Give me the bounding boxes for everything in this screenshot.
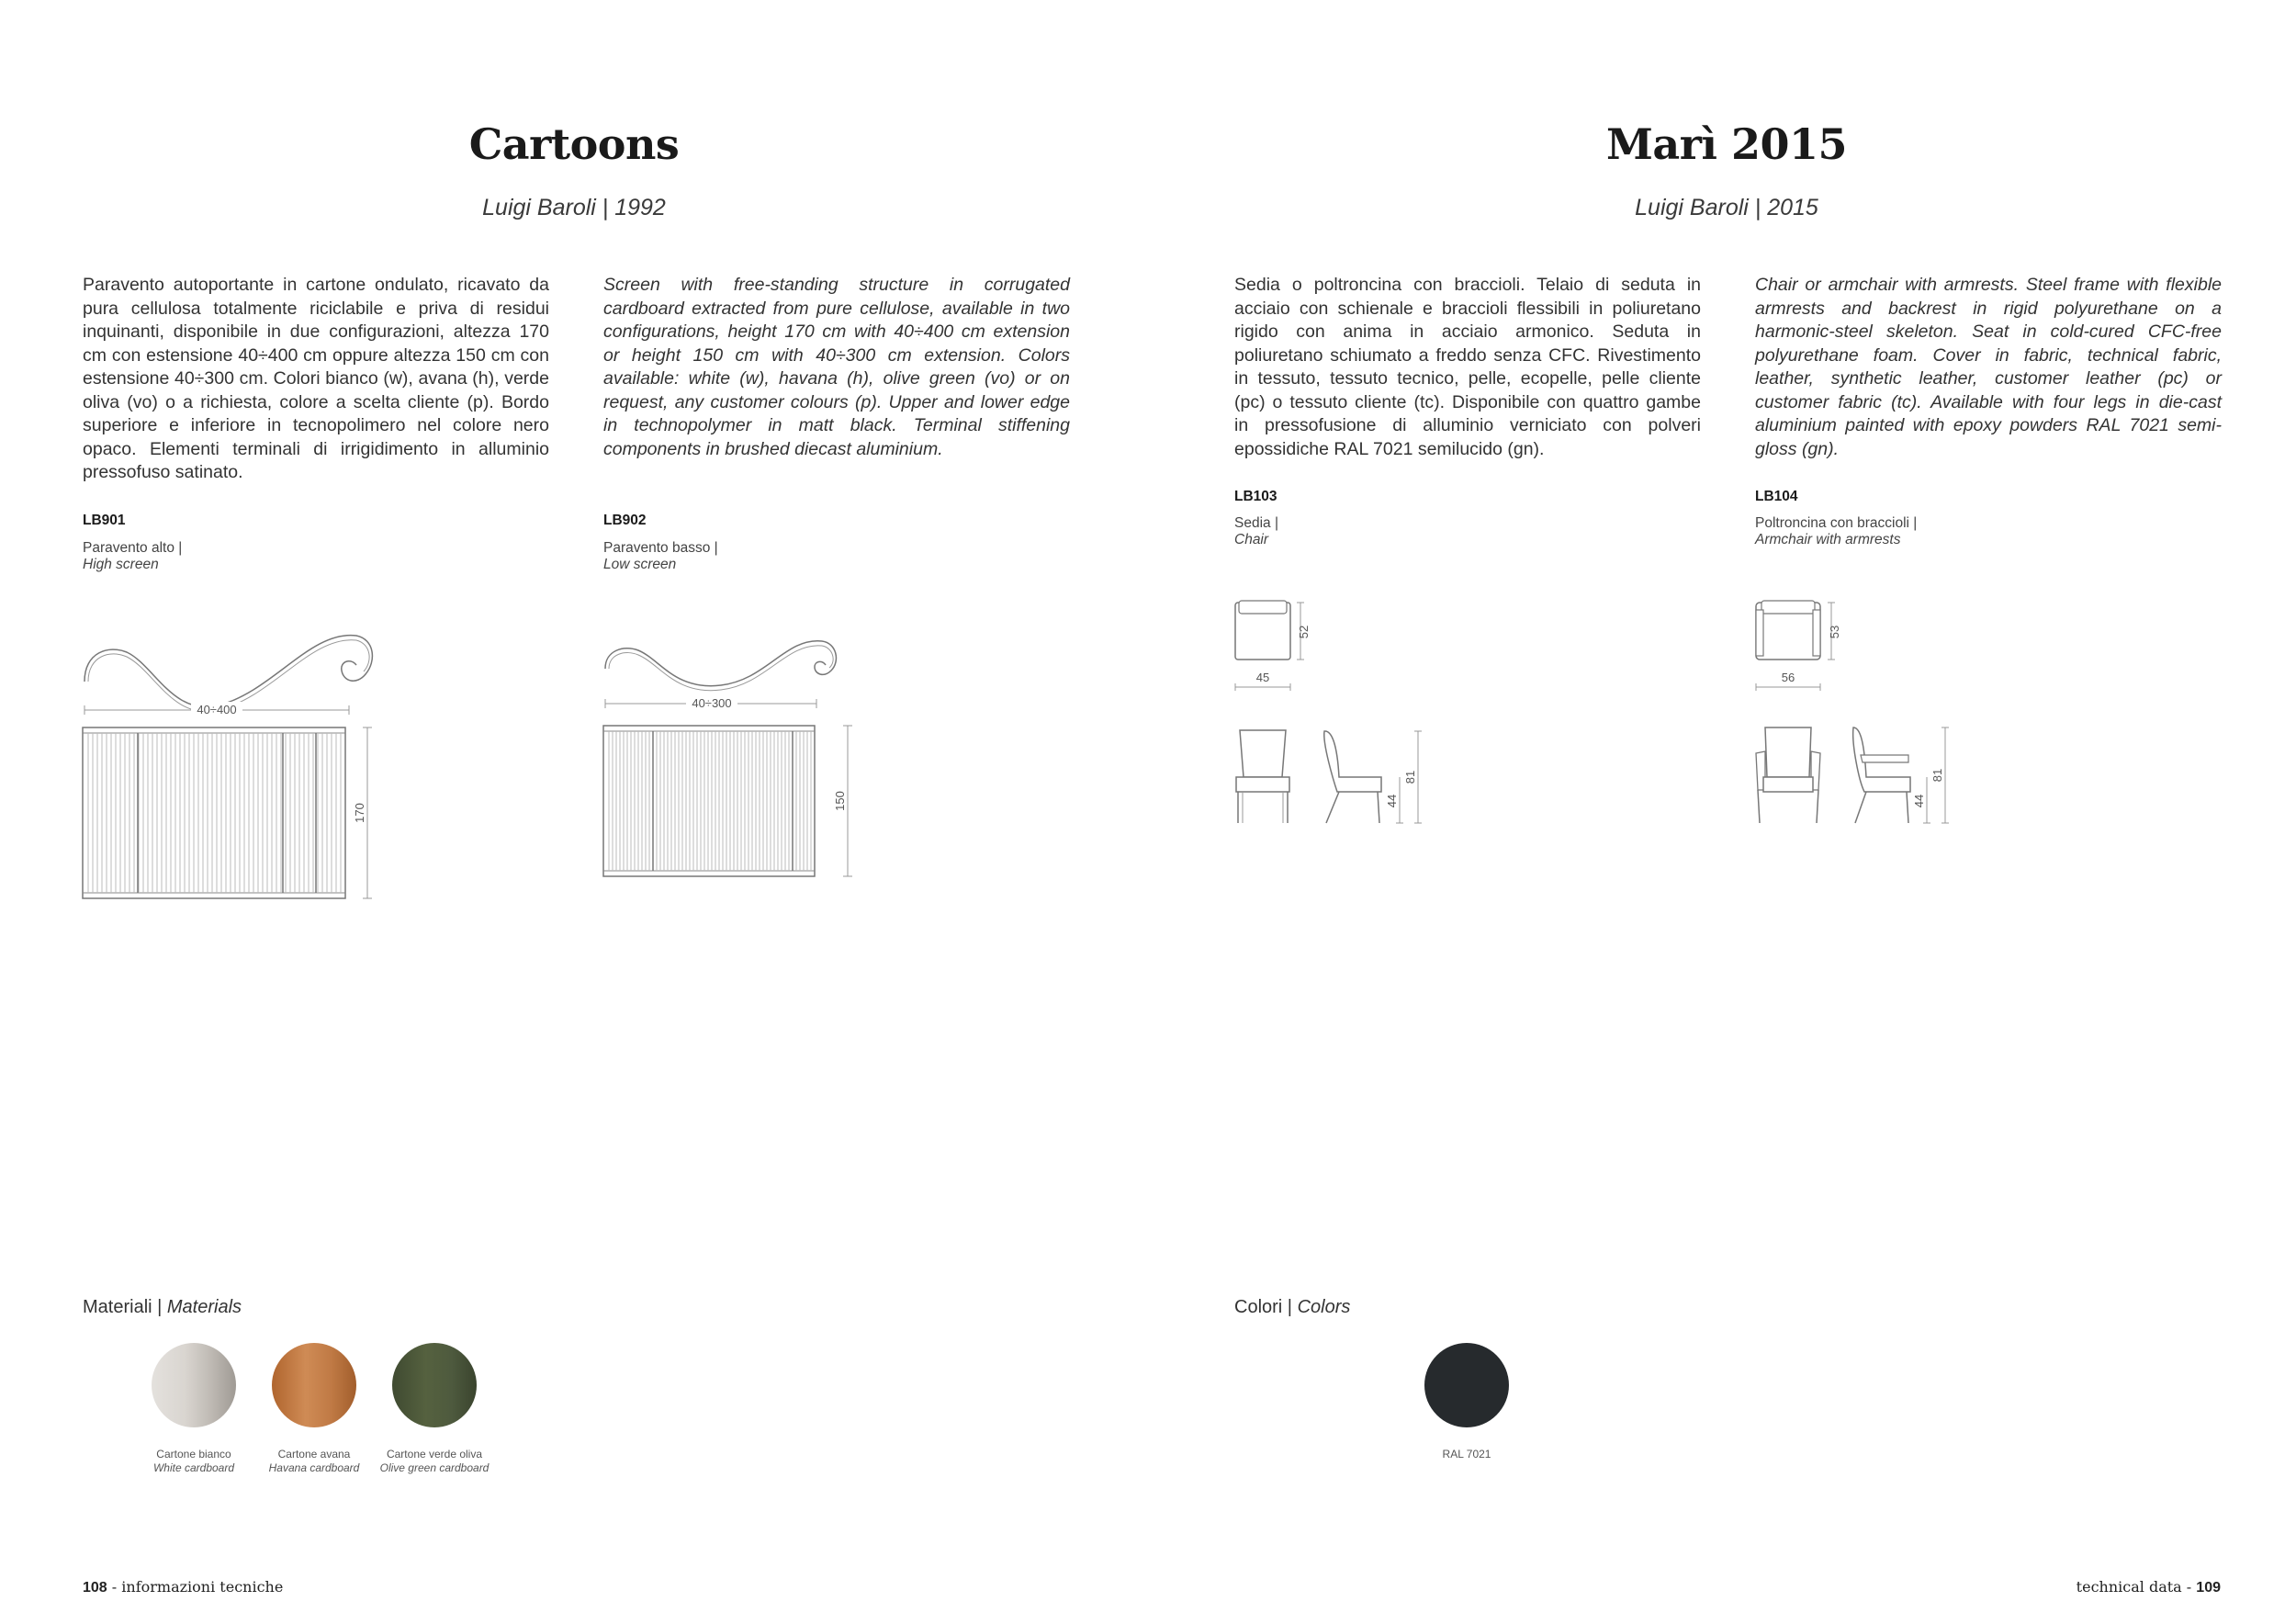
page-number-right: 109	[2196, 1580, 2221, 1596]
materials-label-en: Materials	[166, 1297, 242, 1317]
dim-seat-lb104: 44	[1912, 794, 1926, 808]
product-label-lb103	[1234, 515, 1278, 548]
product-name-it: Paravento basso |	[603, 540, 718, 556]
material-name-en: Havana cardboard	[268, 1461, 360, 1474]
swatch-caption-white	[129, 1448, 258, 1475]
product-label-lb901	[83, 540, 182, 573]
right-description-it: Sedia o poltroncina con braccioli. Telaio di seduta in acciaio con schienale e braccioli flessibili in poliuretano rigido con anima in acciaio armonico. Seduta in poliuretano schiumato a freddo senza CFC. Rivestimento in tessuto, tessuto tecnico, pelle, ecopelle, pelle cliente (pc) o tessuto cliente (tc). Disponibile con quattro gambe in pressofusione di alluminio verniciato con polveri epossidiche RAL 7021 semilucido (gn).	[1234, 275, 1701, 459]
swatch-caption-olive	[366, 1448, 503, 1475]
colors-label-it: Colori |	[1234, 1297, 1292, 1317]
product-code-lb103: LB103	[1234, 489, 1277, 504]
dim-height-lb103: 81	[1403, 770, 1417, 784]
dim-height-lb901: 170	[353, 803, 366, 823]
drawing-lb103	[1231, 597, 1442, 827]
right-description-en: Chair or armchair with armrests. Steel frame with flexible armrests and backrest in rigid polyurethane on a harmonic-steel skeleton. Seat in cold-cured CFC-free polyurethane foam. Cover in fabric, technical fabric, leather, synthetic leather, customer leather (pc) or customer fabric (tc). Available with four legs in die-cast aluminium painted with epoxy powders RAL 7021 semi-gloss (gn).	[1755, 275, 2222, 459]
material-name-en: Olive green cardboard	[379, 1461, 490, 1474]
colors-heading	[1234, 1297, 1350, 1318]
product-code-lb902: LB902	[603, 513, 647, 528]
material-name-it: Cartone verde oliva	[386, 1448, 483, 1460]
material-name-it: Cartone avana	[277, 1448, 351, 1460]
product-name-it: Paravento alto |	[83, 540, 183, 556]
colors-label-en: Colors	[1297, 1297, 1351, 1317]
product-name-en: Chair	[1234, 532, 1269, 547]
material-name-it: Cartone bianco	[156, 1448, 231, 1460]
page-number-left: 108	[83, 1580, 107, 1596]
product-name-it: Sedia |	[1234, 515, 1278, 531]
swatch-white-cardboard	[152, 1343, 236, 1427]
dim-width-lb103: 45	[1255, 671, 1270, 684]
swatch-ral-7021	[1424, 1343, 1509, 1427]
footer-left-text: - informazioni tecniche	[107, 1578, 284, 1596]
product-code-lb901: LB901	[83, 513, 126, 528]
product-name-it: Poltroncina con braccioli |	[1755, 515, 1918, 531]
dim-height-lb902: 150	[833, 791, 847, 811]
swatch-caption-havana	[250, 1448, 378, 1475]
dim-height-lb104: 81	[1930, 768, 1944, 783]
footer-right	[2077, 1578, 2221, 1596]
product-name-en: Low screen	[603, 557, 677, 572]
footer-left	[83, 1578, 283, 1596]
right-subtitle: Luigi Baroli | 2015	[1635, 195, 1818, 220]
left-description-en: Screen with free-standing structure in corrugated cardboard extracted from pure cellulose, available in two configurations, height 170 cm with 40÷400 cm extension or height 150 cm with 40÷300 cm extension. Colors available: white (w), havana (h), olive green (vo) or on request, any customer colours (p). Upper and lower edge in technopolymer in matt black. Terminal stiffening components in brushed diecast aluminium.	[603, 275, 1070, 459]
swatch-havana-cardboard	[272, 1343, 356, 1427]
dim-width-lb104: 56	[1781, 671, 1795, 684]
product-label-lb104	[1755, 515, 1917, 548]
product-label-lb902	[603, 540, 718, 573]
right-title: Marì 2015	[1606, 119, 1847, 169]
product-name-en: Armchair with armrests	[1755, 532, 1901, 547]
left-subtitle: Luigi Baroli | 1992	[482, 195, 666, 220]
drawing-lb104	[1752, 597, 1964, 827]
dim-depth-lb103: 52	[1297, 625, 1311, 639]
dim-depth-lb104: 53	[1828, 625, 1841, 639]
left-title: Cartoons	[468, 119, 680, 169]
materials-label-it: Materiali |	[83, 1297, 163, 1317]
materials-heading	[83, 1297, 242, 1318]
dim-width-lb901: 40÷400	[197, 703, 237, 716]
drawing-lb901	[81, 625, 375, 909]
dim-width-lb902: 40÷300	[692, 696, 732, 710]
footer-right-text: technical data -	[2076, 1578, 2197, 1596]
material-name-en: White cardboard	[152, 1461, 235, 1474]
dim-seat-lb103: 44	[1385, 794, 1399, 808]
drawing-lb902	[602, 634, 877, 882]
product-name-en: High screen	[83, 557, 159, 572]
swatch-caption-ral-7021: RAL 7021	[1442, 1448, 1491, 1460]
swatch-olive-green-cardboard	[392, 1343, 477, 1427]
product-code-lb104: LB104	[1755, 489, 1798, 504]
left-description-it: Paravento autoportante in cartone ondulato, ricavato da pura cellulosa totalmente riciclabile e priva di residui inquinanti, disponibile in due configurazioni, altezza 170 cm con estensione 40÷400 cm oppure altezza 150 cm con estensione 40÷300 cm. Colori bianco (w), avana (h), verde oliva (vo) o a richiesta, colore a scelta cliente (p). Bordo superiore e inferiore in tecnopolimero nel colore nero opaco. Elementi terminali di irrigidimento in alluminio pressofuso satinato.	[83, 275, 549, 482]
